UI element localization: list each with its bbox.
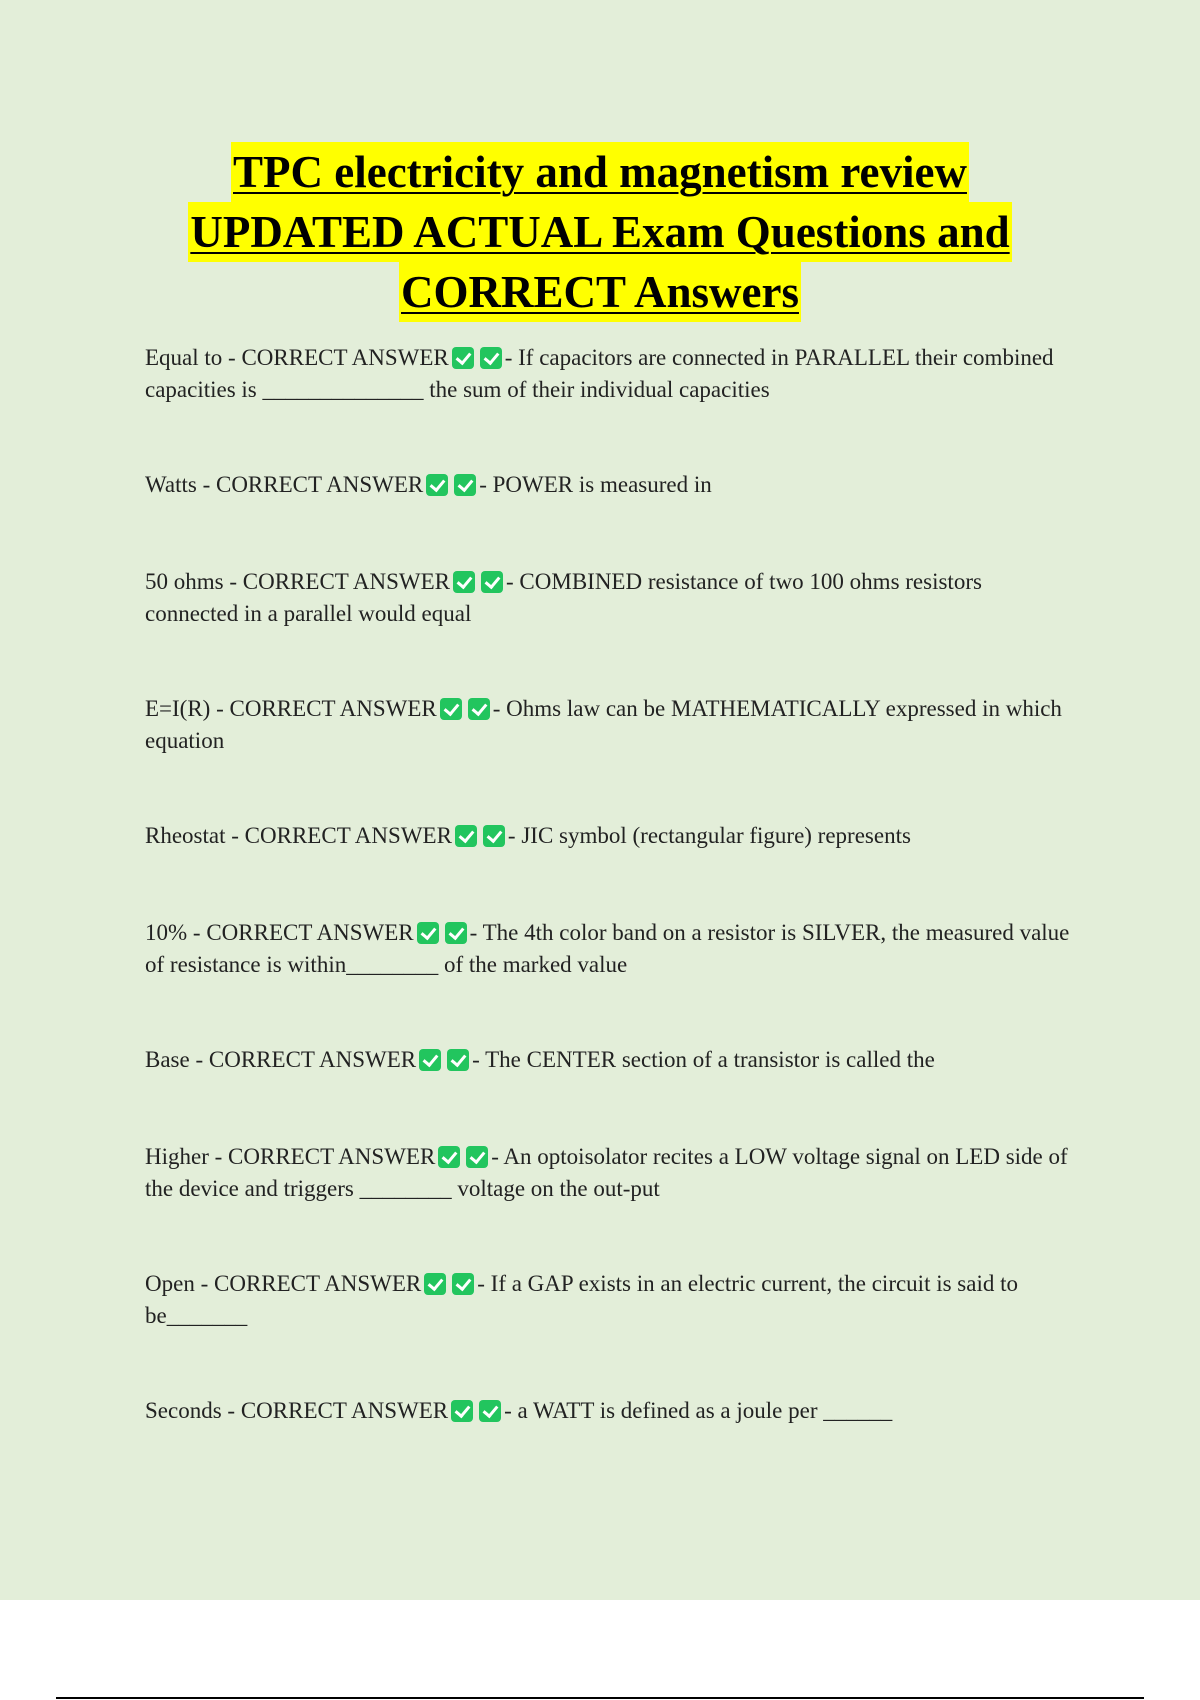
- qa-item: Rheostat - CORRECT ANSWER - JIC symbol (rectangular figure) represents: [145, 823, 911, 848]
- qa-item: 10% - CORRECT ANSWER - The 4th color band on a resistor is SILVER, the measured value of resistance is within________ of the marked value: [145, 920, 1070, 977]
- answer-label: CORRECT ANSWER: [214, 1271, 422, 1296]
- question-text: - Ohms law can be MATHEMATICALLY expressed in which equation: [145, 696, 1062, 753]
- answer-text: 50 ohms: [145, 569, 224, 594]
- qa-item: 50 ohms - CORRECT ANSWER - COMBINED resistance of two 100 ohms resistors connected in a parallel would equal: [145, 569, 982, 626]
- answer-text: Open: [145, 1271, 195, 1296]
- check-icon: [480, 347, 502, 369]
- question-text: - JIC symbol (rectangular figure) represents: [507, 823, 911, 848]
- answer-text: 10%: [145, 920, 188, 945]
- check-icon: [447, 1049, 469, 1071]
- question-text: - The 4th color band on a resistor is SILVER, the measured value of resistance is within________ of the marked value: [145, 920, 1070, 977]
- check-icon: [424, 1273, 446, 1295]
- check-icon: [466, 1146, 488, 1168]
- check-icon: [468, 698, 490, 720]
- check-icon: [451, 1400, 473, 1422]
- question-text: - a WATT is defined as a joule per ______: [504, 1398, 893, 1423]
- qa-item: Higher - CORRECT ANSWER - An optoisolator recites a LOW voltage signal on LED side of the device and triggers ________ voltage on the out-put: [145, 1144, 1068, 1201]
- check-icon: [452, 347, 474, 369]
- check-icon: [440, 698, 462, 720]
- question-text: - The CENTER section of a transistor is called the: [472, 1047, 935, 1072]
- answer-label: CORRECT ANSWER: [208, 1047, 417, 1072]
- answer-label: CORRECT ANSWER: [229, 696, 437, 721]
- question-text: - COMBINED resistance of two 100 ohms resistors connected in a parallel would equal: [145, 569, 982, 626]
- qa-item: Open - CORRECT ANSWER - If a GAP exists in an electric current, the circuit is said to be_______: [145, 1271, 1018, 1328]
- check-icon: [455, 825, 477, 847]
- check-icon: [445, 922, 467, 944]
- qa-item: E=I(R) - CORRECT ANSWER - Ohms law can be MATHEMATICALLY expressed in which equation: [145, 696, 1062, 753]
- check-icon: [426, 474, 448, 496]
- check-icon: [417, 922, 439, 944]
- answer-text: Base: [145, 1047, 190, 1072]
- qa-item: Base - CORRECT ANSWER - The CENTER section of a transistor is called the: [145, 1047, 935, 1072]
- answer-text: Higher: [145, 1144, 209, 1169]
- title-line-1: TPC electricity and magnetism review: [231, 142, 969, 202]
- question-text: - If a GAP exists in an electric current, the circuit is said to be_______: [145, 1271, 1018, 1328]
- check-icon: [454, 474, 476, 496]
- answer-text: Rheostat: [145, 823, 226, 848]
- check-icon: [483, 825, 505, 847]
- qa-item: Watts - CORRECT ANSWER - POWER is measured in: [145, 472, 712, 497]
- check-icon: [453, 571, 475, 593]
- answer-label: CORRECT ANSWER: [228, 1144, 436, 1169]
- check-icon: [481, 571, 503, 593]
- document-title: [0, 142, 1200, 322]
- check-icon: [479, 1400, 501, 1422]
- footer-divider: [56, 1697, 1144, 1699]
- answer-label: CORRECT ANSWER: [206, 920, 414, 945]
- answer-label: CORRECT ANSWER: [240, 1398, 449, 1423]
- answer-label: CORRECT ANSWER: [241, 345, 449, 370]
- title-line-3: CORRECT Answers: [399, 262, 801, 322]
- question-text: - POWER is measured in: [479, 472, 712, 497]
- check-icon: [419, 1049, 441, 1071]
- answer-text: Equal to: [145, 345, 223, 370]
- qa-item: Equal to - CORRECT ANSWER - If capacitors are connected in PARALLEL their combined capacities is ______________ the sum of their individual capacities: [145, 345, 1054, 402]
- answer-label: CORRECT ANSWER: [215, 472, 424, 497]
- answer-text: Seconds: [145, 1398, 222, 1423]
- answer-label: CORRECT ANSWER: [242, 569, 451, 594]
- check-icon: [452, 1273, 474, 1295]
- answer-text: E=I(R): [145, 696, 211, 721]
- question-text: - If capacitors are connected in PARALLEL their combined capacities is ______________ the sum of their individual capacities: [145, 345, 1054, 402]
- qa-item: Seconds - CORRECT ANSWER - a WATT is defined as a joule per ______: [145, 1398, 893, 1423]
- answer-text: Watts: [145, 472, 197, 497]
- answer-label: CORRECT ANSWER: [244, 823, 452, 848]
- question-text: - An optoisolator recites a LOW voltage signal on LED side of the device and triggers ________ voltage on the out-put: [145, 1144, 1068, 1201]
- title-line-2: UPDATED ACTUAL Exam Questions and: [188, 202, 1011, 262]
- check-icon: [438, 1146, 460, 1168]
